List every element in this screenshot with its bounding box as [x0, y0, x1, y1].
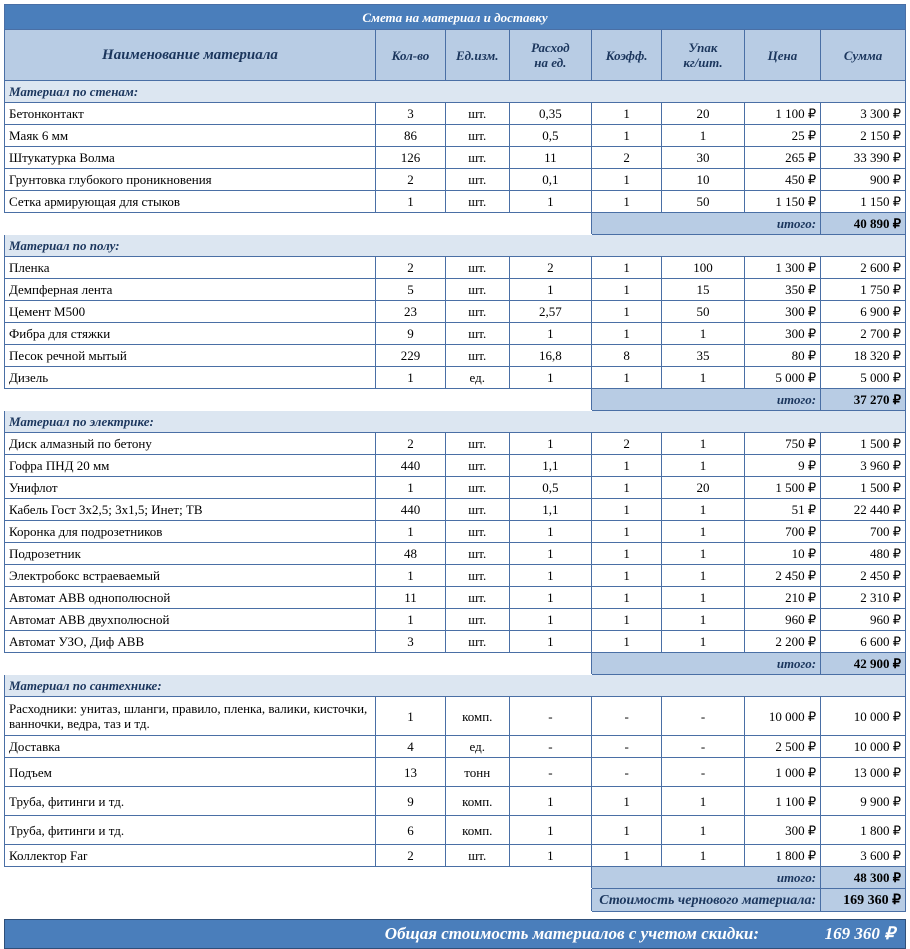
header-rate-line2: на ед.: [534, 55, 567, 70]
cell-rate: 1: [509, 433, 592, 455]
cell-qty: 1: [375, 367, 445, 389]
cell-sum: 3 600 ₽: [821, 845, 906, 867]
cell-price: 1 150 ₽: [744, 191, 820, 213]
cell-coef: 2: [592, 147, 662, 169]
cell-sum: 960 ₽: [821, 609, 906, 631]
cell-price: 300 ₽: [744, 816, 820, 845]
cell-unit: шт.: [445, 125, 509, 147]
cell-price: 5 000 ₽: [744, 367, 820, 389]
table-row: [5, 323, 906, 345]
cell-rate: -: [509, 758, 592, 787]
header-qty: Кол-во: [375, 30, 445, 81]
cell-unit: шт.: [445, 257, 509, 279]
header-sum: Сумма: [821, 30, 906, 81]
cell-unit: ед.: [445, 367, 509, 389]
cell-pack: 15: [662, 279, 745, 301]
cell-price: 1 800 ₽: [744, 845, 820, 867]
cell-name: Демпферная лента: [5, 279, 376, 301]
cell-price: 25 ₽: [744, 125, 820, 147]
cell-coef: 1: [592, 103, 662, 125]
cell-name: Автомат АВВ однополюсной: [5, 587, 376, 609]
cell-qty: 5: [375, 279, 445, 301]
subtotal-value: 48 300 ₽: [821, 867, 906, 889]
section-title: Материал по сантехнике:: [5, 675, 906, 697]
cell-coef: 1: [592, 169, 662, 191]
cell-sum: 1 750 ₽: [821, 279, 906, 301]
cell-qty: 9: [375, 323, 445, 345]
cell-coef: 1: [592, 521, 662, 543]
subtotal-value: 40 890 ₽: [821, 213, 906, 235]
cell-qty: 13: [375, 758, 445, 787]
subtotal-row: [5, 653, 906, 675]
cell-name: Коронка для подрозетников: [5, 521, 376, 543]
cell-pack: 1: [662, 125, 745, 147]
grand-total-value: 169 360 ₽: [824, 924, 895, 943]
cell-price: 2 450 ₽: [744, 565, 820, 587]
cell-unit: шт.: [445, 103, 509, 125]
cell-coef: 8: [592, 345, 662, 367]
cell-coef: 1: [592, 323, 662, 345]
subtotal-spacer: [5, 389, 592, 411]
cell-rate: 0,5: [509, 477, 592, 499]
cell-sum: 2 700 ₽: [821, 323, 906, 345]
cell-rate: 1,1: [509, 455, 592, 477]
table-row: [5, 477, 906, 499]
cell-sum: 1 800 ₽: [821, 816, 906, 845]
cell-coef: 1: [592, 477, 662, 499]
header-coef: Коэфф.: [592, 30, 662, 81]
cell-price: 960 ₽: [744, 609, 820, 631]
cell-rate: 1: [509, 367, 592, 389]
cell-qty: 2: [375, 433, 445, 455]
cell-sum: 18 320 ₽: [821, 345, 906, 367]
cell-sum: 1 500 ₽: [821, 433, 906, 455]
rough-total-label: Стоимость чернового материала:: [592, 889, 821, 912]
cell-pack: 1: [662, 433, 745, 455]
header-rate-line1: Расход: [531, 40, 570, 55]
cell-sum: 5 000 ₽: [821, 367, 906, 389]
cell-name: Дизель: [5, 367, 376, 389]
cell-rate: 1: [509, 191, 592, 213]
cell-sum: 1 500 ₽: [821, 477, 906, 499]
cell-unit: шт.: [445, 455, 509, 477]
cell-rate: 1: [509, 609, 592, 631]
cell-name: Песок речной мытый: [5, 345, 376, 367]
cell-name: Бетонконтакт: [5, 103, 376, 125]
cell-qty: 1: [375, 477, 445, 499]
subtotal-row: [5, 867, 906, 889]
subtotal-spacer: [5, 213, 592, 235]
cell-pack: 30: [662, 147, 745, 169]
table-row: [5, 257, 906, 279]
header-pack-line2: кг/шт.: [683, 55, 723, 70]
cell-pack: 1: [662, 565, 745, 587]
cell-price: 1 300 ₽: [744, 257, 820, 279]
cell-unit: комп.: [445, 787, 509, 816]
table-row: [5, 787, 906, 816]
cell-sum: 22 440 ₽: [821, 499, 906, 521]
subtotal-value: 37 270 ₽: [821, 389, 906, 411]
table-row: [5, 125, 906, 147]
cell-price: 1 500 ₽: [744, 477, 820, 499]
cell-unit: тонн: [445, 758, 509, 787]
cell-name: Подрозетник: [5, 543, 376, 565]
cell-unit: шт.: [445, 345, 509, 367]
subtotal-spacer: [5, 653, 592, 675]
cell-unit: шт.: [445, 565, 509, 587]
cell-pack: 100: [662, 257, 745, 279]
cell-unit: шт.: [445, 279, 509, 301]
table-row: [5, 758, 906, 787]
cell-rate: 1: [509, 521, 592, 543]
cell-sum: 10 000 ₽: [821, 697, 906, 736]
grand-total-label: Общая стоимость материалов с учетом скидки:: [384, 924, 759, 943]
section-title: Материал по полу:: [5, 235, 906, 257]
cell-qty: 1: [375, 697, 445, 736]
cell-coef: 1: [592, 631, 662, 653]
cell-pack: 1: [662, 587, 745, 609]
cell-price: 9 ₽: [744, 455, 820, 477]
cell-unit: шт.: [445, 845, 509, 867]
cell-rate: 0,5: [509, 125, 592, 147]
cell-price: 450 ₽: [744, 169, 820, 191]
title-row: [5, 5, 906, 30]
cell-price: 80 ₽: [744, 345, 820, 367]
cell-pack: 1: [662, 787, 745, 816]
cell-unit: шт.: [445, 477, 509, 499]
cell-sum: 1 150 ₽: [821, 191, 906, 213]
table-row: [5, 345, 906, 367]
cell-qty: 4: [375, 736, 445, 758]
cell-price: 1 100 ₽: [744, 787, 820, 816]
subtotal-row: [5, 389, 906, 411]
cell-name: Унифлот: [5, 477, 376, 499]
cell-qty: 1: [375, 609, 445, 631]
cell-pack: 20: [662, 477, 745, 499]
cell-unit: шт.: [445, 543, 509, 565]
cell-coef: -: [592, 697, 662, 736]
cell-unit: шт.: [445, 521, 509, 543]
cell-name: Сетка армирующая для стыков: [5, 191, 376, 213]
cell-price: 300 ₽: [744, 301, 820, 323]
cell-coef: -: [592, 758, 662, 787]
cell-qty: 48: [375, 543, 445, 565]
cell-coef: 1: [592, 301, 662, 323]
cell-rate: 11: [509, 147, 592, 169]
cell-sum: 6 900 ₽: [821, 301, 906, 323]
cell-rate: 1: [509, 787, 592, 816]
table-row: [5, 697, 906, 736]
cell-coef: 1: [592, 609, 662, 631]
cell-rate: 1: [509, 816, 592, 845]
cell-pack: -: [662, 758, 745, 787]
cell-name: Труба, фитинги и тд.: [5, 787, 376, 816]
subtotal-label: итого:: [592, 867, 821, 889]
subtotal-value: 42 900 ₽: [821, 653, 906, 675]
cell-price: 51 ₽: [744, 499, 820, 521]
cell-rate: 1: [509, 565, 592, 587]
cell-name: Кабель Гост 3х2,5; 3х1,5; Инет; ТВ: [5, 499, 376, 521]
table-row: [5, 433, 906, 455]
cell-sum: 3 960 ₽: [821, 455, 906, 477]
cell-pack: 1: [662, 521, 745, 543]
cell-rate: -: [509, 697, 592, 736]
cell-coef: 1: [592, 125, 662, 147]
cell-coef: 1: [592, 279, 662, 301]
rough-total-value: 169 360 ₽: [821, 889, 906, 912]
table-row: [5, 845, 906, 867]
table-row: [5, 499, 906, 521]
cell-unit: шт.: [445, 147, 509, 169]
cell-unit: комп.: [445, 697, 509, 736]
sheet-title: Смета на материал и доставку: [5, 5, 906, 30]
cell-coef: 1: [592, 191, 662, 213]
cell-name: Фибра для стяжки: [5, 323, 376, 345]
cell-price: 2 200 ₽: [744, 631, 820, 653]
cell-coef: 1: [592, 367, 662, 389]
cell-qty: 3: [375, 103, 445, 125]
estimate-body: [5, 5, 906, 912]
cell-pack: 1: [662, 816, 745, 845]
table-row: [5, 301, 906, 323]
header-price: Цена: [744, 30, 820, 81]
section-row: [5, 675, 906, 697]
cell-sum: 700 ₽: [821, 521, 906, 543]
cell-pack: 1: [662, 455, 745, 477]
cell-rate: 1: [509, 323, 592, 345]
cell-sum: 6 600 ₽: [821, 631, 906, 653]
cell-sum: 10 000 ₽: [821, 736, 906, 758]
column-header-row: [5, 30, 906, 81]
cell-rate: 0,1: [509, 169, 592, 191]
header-pack: [662, 30, 745, 81]
cell-sum: 900 ₽: [821, 169, 906, 191]
cell-sum: 2 150 ₽: [821, 125, 906, 147]
cell-unit: ед.: [445, 736, 509, 758]
cell-name: Автомат УЗО, Диф АВВ: [5, 631, 376, 653]
cell-price: 1 100 ₽: [744, 103, 820, 125]
cell-sum: 13 000 ₽: [821, 758, 906, 787]
cell-rate: 2: [509, 257, 592, 279]
cell-name: Гофра ПНД 20 мм: [5, 455, 376, 477]
cell-name: Штукатурка Волма: [5, 147, 376, 169]
cell-sum: 3 300 ₽: [821, 103, 906, 125]
cell-name: Грунтовка глубокого проникновения: [5, 169, 376, 191]
cell-coef: 1: [592, 587, 662, 609]
cell-coef: 1: [592, 257, 662, 279]
cell-price: 265 ₽: [744, 147, 820, 169]
cell-rate: -: [509, 736, 592, 758]
header-rate: [509, 30, 592, 81]
cell-price: 1 000 ₽: [744, 758, 820, 787]
cell-qty: 9: [375, 787, 445, 816]
table-row: [5, 565, 906, 587]
table-row: [5, 103, 906, 125]
cell-unit: шт.: [445, 433, 509, 455]
cell-qty: 1: [375, 191, 445, 213]
cell-name: Пленка: [5, 257, 376, 279]
table-row: [5, 521, 906, 543]
rough-total-row: [5, 889, 906, 912]
cell-pack: 50: [662, 191, 745, 213]
cell-coef: 1: [592, 455, 662, 477]
cell-pack: 1: [662, 631, 745, 653]
cell-sum: 2 310 ₽: [821, 587, 906, 609]
cell-qty: 440: [375, 455, 445, 477]
cell-name: Автомат АВВ двухполюсной: [5, 609, 376, 631]
section-title: Материал по стенам:: [5, 81, 906, 103]
cell-rate: 1: [509, 279, 592, 301]
rough-total-spacer: [5, 889, 592, 912]
table-row: [5, 609, 906, 631]
cell-unit: шт.: [445, 301, 509, 323]
table-row: [5, 147, 906, 169]
cell-pack: 10: [662, 169, 745, 191]
cell-coef: -: [592, 736, 662, 758]
section-row: [5, 235, 906, 257]
table-row: [5, 367, 906, 389]
cell-coef: 1: [592, 543, 662, 565]
cell-sum: 2 600 ₽: [821, 257, 906, 279]
cell-qty: 440: [375, 499, 445, 521]
cell-qty: 2: [375, 845, 445, 867]
cell-name: Коллектор Far: [5, 845, 376, 867]
subtotal-label: итого:: [592, 389, 821, 411]
cell-qty: 1: [375, 521, 445, 543]
cell-price: 700 ₽: [744, 521, 820, 543]
cell-rate: 0,35: [509, 103, 592, 125]
cell-price: 10 000 ₽: [744, 697, 820, 736]
cell-sum: 9 900 ₽: [821, 787, 906, 816]
section-row: [5, 81, 906, 103]
header-name: Наименование материала: [5, 30, 376, 81]
cell-sum: 33 390 ₽: [821, 147, 906, 169]
cell-rate: 16,8: [509, 345, 592, 367]
cell-unit: шт.: [445, 587, 509, 609]
cell-pack: -: [662, 736, 745, 758]
cell-price: 300 ₽: [744, 323, 820, 345]
table-row: [5, 816, 906, 845]
cell-pack: 1: [662, 499, 745, 521]
estimate-table: [4, 4, 906, 912]
cell-price: 350 ₽: [744, 279, 820, 301]
subtotal-spacer: [5, 867, 592, 889]
cell-unit: шт.: [445, 499, 509, 521]
subtotal-label: итого:: [592, 213, 821, 235]
cell-pack: -: [662, 697, 745, 736]
cell-coef: 1: [592, 565, 662, 587]
cell-coef: 1: [592, 816, 662, 845]
cell-qty: 2: [375, 169, 445, 191]
cell-coef: 1: [592, 787, 662, 816]
table-row: [5, 631, 906, 653]
cell-coef: 1: [592, 499, 662, 521]
cell-qty: 229: [375, 345, 445, 367]
cell-price: 10 ₽: [744, 543, 820, 565]
table-row: [5, 279, 906, 301]
cell-rate: 1: [509, 631, 592, 653]
cell-unit: шт.: [445, 191, 509, 213]
cell-pack: 50: [662, 301, 745, 323]
section-title: Материал по электрике:: [5, 411, 906, 433]
cell-pack: 1: [662, 845, 745, 867]
cell-name: Труба, фитинги и тд.: [5, 816, 376, 845]
cell-rate: 2,57: [509, 301, 592, 323]
cell-pack: 1: [662, 323, 745, 345]
subtotal-row: [5, 213, 906, 235]
cell-qty: 11: [375, 587, 445, 609]
cell-name: Диск алмазный по бетону: [5, 433, 376, 455]
cell-pack: 20: [662, 103, 745, 125]
grand-total-bar: [4, 919, 906, 949]
table-row: [5, 587, 906, 609]
cell-qty: 86: [375, 125, 445, 147]
cell-name: Цемент М500: [5, 301, 376, 323]
table-row: [5, 169, 906, 191]
cell-name: Расходники: унитаз, шланги, правило, пленка, валики, кисточки, ванночки, ведра, таз и тд.: [5, 697, 376, 736]
cell-price: 210 ₽: [744, 587, 820, 609]
cell-coef: 2: [592, 433, 662, 455]
cell-qty: 1: [375, 565, 445, 587]
cell-price: 2 500 ₽: [744, 736, 820, 758]
cell-rate: 1: [509, 845, 592, 867]
header-unit: Ед.изм.: [445, 30, 509, 81]
cell-rate: 1,1: [509, 499, 592, 521]
cell-qty: 23: [375, 301, 445, 323]
cell-pack: 1: [662, 609, 745, 631]
cell-unit: шт.: [445, 323, 509, 345]
table-row: [5, 543, 906, 565]
cell-qty: 126: [375, 147, 445, 169]
cell-unit: шт.: [445, 631, 509, 653]
cell-unit: шт.: [445, 169, 509, 191]
cell-price: 750 ₽: [744, 433, 820, 455]
cell-rate: 1: [509, 543, 592, 565]
table-row: [5, 191, 906, 213]
cell-rate: 1: [509, 587, 592, 609]
section-row: [5, 411, 906, 433]
table-row: [5, 736, 906, 758]
table-row: [5, 455, 906, 477]
cell-pack: 1: [662, 367, 745, 389]
cell-unit: шт.: [445, 609, 509, 631]
cell-sum: 480 ₽: [821, 543, 906, 565]
cell-pack: 1: [662, 543, 745, 565]
cell-name: Подъем: [5, 758, 376, 787]
cell-unit: комп.: [445, 816, 509, 845]
subtotal-label: итого:: [592, 653, 821, 675]
header-pack-line1: Упак: [688, 40, 718, 55]
cell-name: Электробокс встраеваемый: [5, 565, 376, 587]
cell-qty: 3: [375, 631, 445, 653]
cell-qty: 6: [375, 816, 445, 845]
cell-coef: 1: [592, 845, 662, 867]
cell-sum: 2 450 ₽: [821, 565, 906, 587]
cell-name: Доставка: [5, 736, 376, 758]
cell-qty: 2: [375, 257, 445, 279]
cell-name: Маяк 6 мм: [5, 125, 376, 147]
cell-pack: 35: [662, 345, 745, 367]
